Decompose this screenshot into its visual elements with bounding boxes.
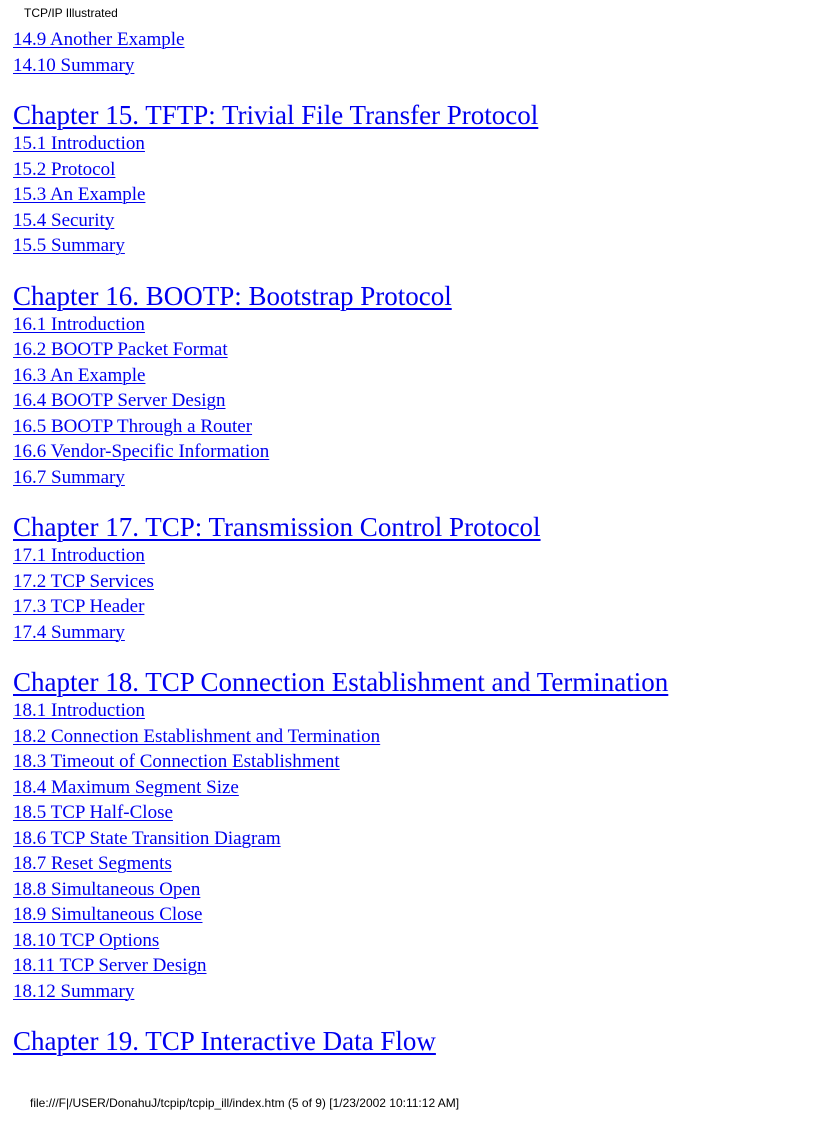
section-link[interactable]: 17.2 TCP Services	[13, 570, 154, 592]
leading-sections	[13, 27, 806, 78]
section-link[interactable]: 18.8 Simultaneous Open	[13, 878, 201, 900]
chapter-title-link[interactable]: Chapter 16. BOOTP: Bootstrap Protocol	[13, 280, 452, 311]
chapter-title-link[interactable]: Chapter 18. TCP Connection Establishment and Termination	[13, 667, 669, 697]
page-header-title: TCP/IP Illustrated	[24, 6, 118, 20]
section-link[interactable]: 17.4 Summary	[13, 621, 125, 643]
section-link[interactable]: 15.5 Summary	[13, 235, 125, 256]
section-link[interactable]: 16.3 An Example	[13, 364, 146, 386]
section-link[interactable]: 15.4 Security	[13, 209, 115, 231]
chapter-15	[13, 99, 806, 259]
section-link[interactable]: 16.2 BOOTP Packet Format	[13, 339, 228, 360]
section-link[interactable]: 16.1 Introduction	[13, 313, 145, 335]
chapter-19	[13, 1025, 806, 1057]
section-link[interactable]: 17.3 TCP Header	[13, 596, 145, 617]
chapter-16	[13, 280, 806, 491]
chapter-18	[13, 666, 806, 1004]
chapter-title-link[interactable]: Chapter 19. TCP Interactive Data Flow	[13, 1026, 436, 1056]
section-link[interactable]: 18.5 TCP Half-Close	[13, 802, 173, 823]
chapter-17	[13, 511, 806, 645]
chapter-title-link[interactable]: Chapter 17. TCP: Transmission Control Protocol	[13, 512, 541, 542]
chapter-title-link[interactable]: Chapter 15. TFTP: Trivial File Transfer Protocol	[13, 100, 539, 130]
section-link[interactable]: 18.7 Reset Segments	[13, 853, 172, 874]
page-footer-url: file:///F|/USER/DonahuJ/tcpip/tcpip_ill/index.htm (5 of 9) [1/23/2002 10:11:12 AM]	[30, 1096, 460, 1110]
section-link[interactable]: 15.3 An Example	[13, 184, 146, 205]
section-link[interactable]: 18.12 Summary	[13, 980, 135, 1002]
section-link[interactable]: 18.10 TCP Options	[13, 929, 160, 951]
table-of-contents	[13, 27, 806, 1057]
section-link[interactable]: 17.1 Introduction	[13, 545, 145, 566]
section-link[interactable]: 16.7 Summary	[13, 466, 125, 488]
section-link[interactable]: 16.6 Vendor-Specific Information	[13, 441, 270, 462]
section-link[interactable]: 15.2 Protocol	[13, 158, 116, 180]
section-link[interactable]: 18.3 Timeout of Connection Establishment	[13, 751, 340, 772]
section-link[interactable]: 16.4 BOOTP Server Design	[13, 390, 226, 411]
section-link[interactable]: 18.4 Maximum Segment Size	[13, 776, 239, 798]
section-link[interactable]: 15.1 Introduction	[13, 133, 145, 154]
section-link[interactable]: 16.5 BOOTP Through a Router	[13, 415, 253, 437]
section-link[interactable]: 18.1 Introduction	[13, 700, 145, 721]
section-link[interactable]: 18.6 TCP State Transition Diagram	[13, 827, 281, 849]
section-link[interactable]: 14.9 Another Example	[13, 29, 185, 50]
section-link[interactable]: 14.10 Summary	[13, 54, 135, 76]
section-link[interactable]: 18.2 Connection Establishment and Termination	[13, 725, 381, 747]
section-link[interactable]: 18.11 TCP Server Design	[13, 955, 207, 976]
section-link[interactable]: 18.9 Simultaneous Close	[13, 904, 203, 925]
